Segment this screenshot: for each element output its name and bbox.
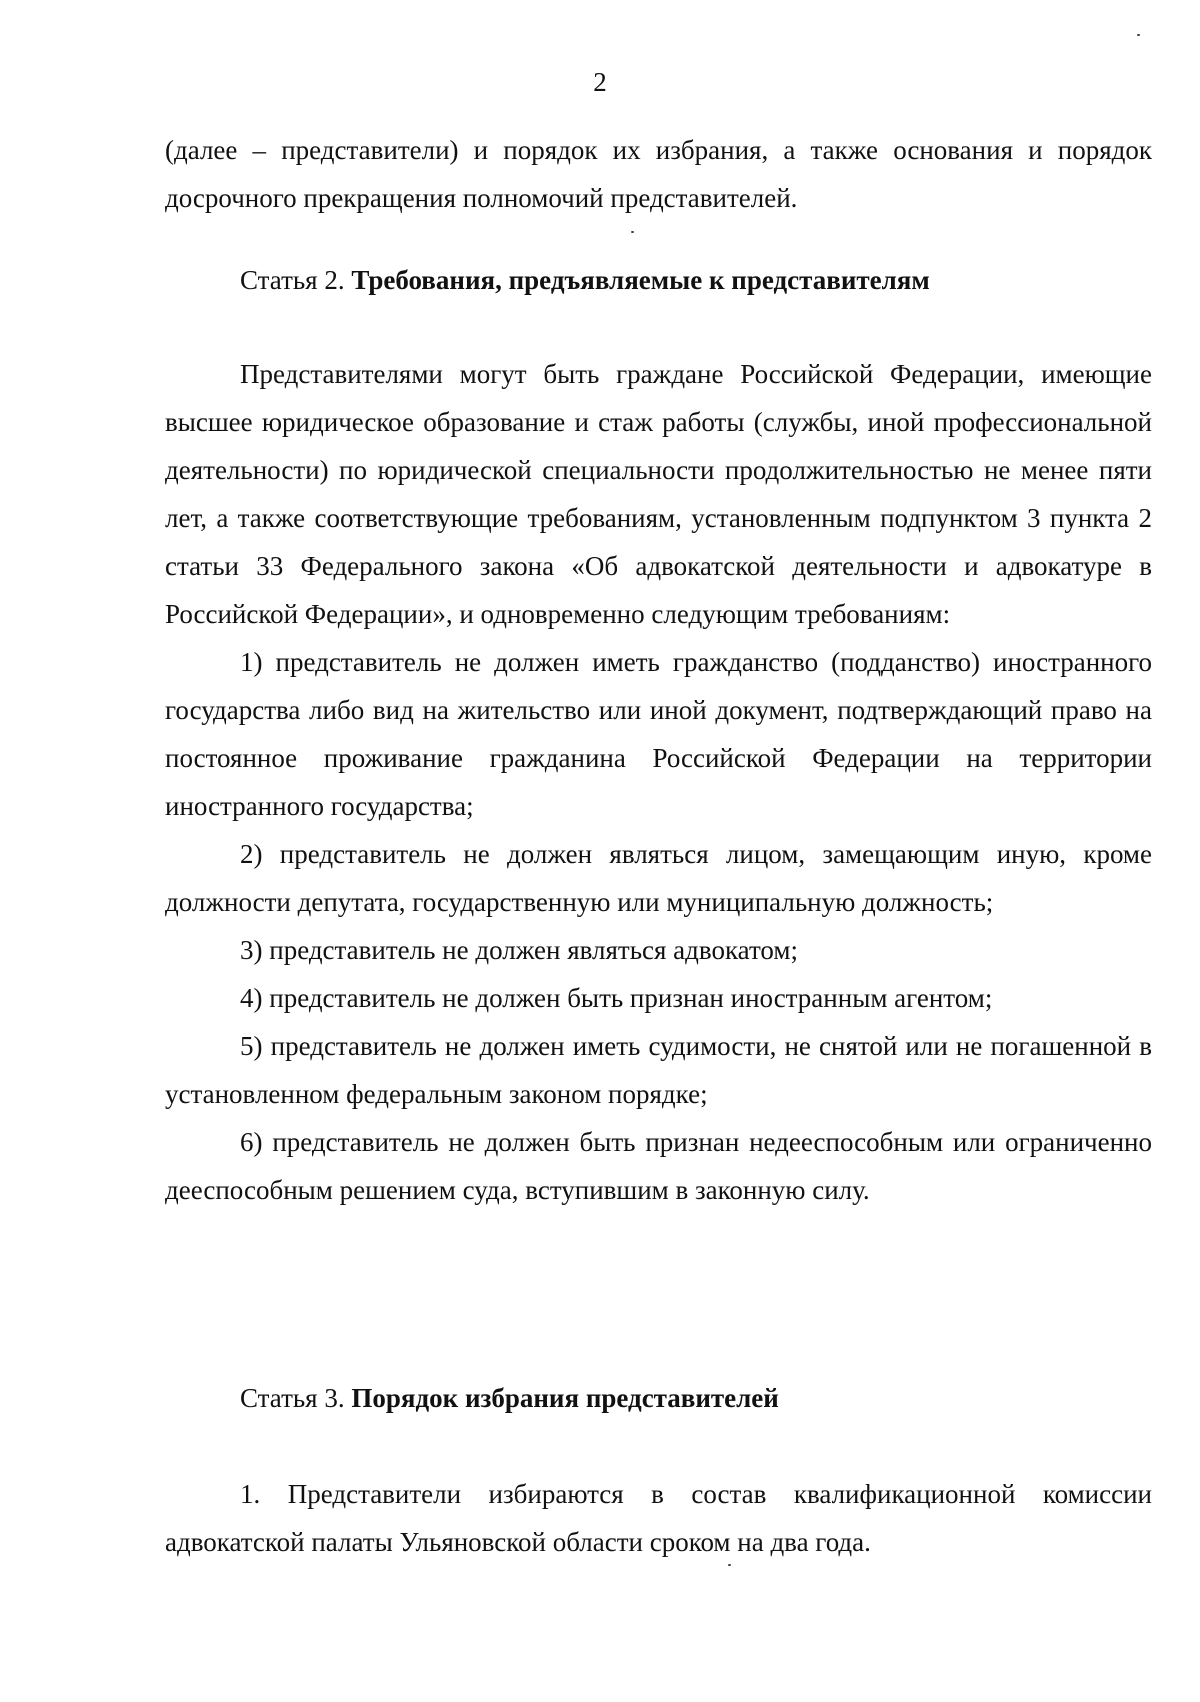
article-2-item-5: 5) представитель не должен иметь судимости, не снятой или не погашенной в установленном федеральным законом порядке; — [165, 1031, 1152, 1109]
article-2-heading — [240, 260, 930, 300]
intro-paragraph: (далее – представители) и порядок их избрания, а также основания и порядок досрочного прекращения полномочий представителей. — [165, 135, 1152, 213]
article-3-body — [165, 1470, 1152, 1566]
article-2-item-3: 3) представитель не должен являться адвокатом; — [240, 935, 798, 965]
article-3-label: Статья 3. — [240, 1383, 345, 1413]
article-2-item-6: 6) представитель не должен быть признан недееспособным или ограниченно дееспособным решением суда, вступившим в законную силу. — [165, 1127, 1152, 1205]
article-2-item-2: 2) представитель не должен являться лицом, замещающим иную, кроме должности депутата, государственную или муниципальную должность; — [165, 839, 1152, 917]
scan-speck — [1137, 34, 1140, 36]
article-2-item-1: 1) представитель не должен иметь гражданство (подданство) иностранного государства либо вид на жительство или иной документ, подтверждающий право на постоянное проживание гражданина Российской Федерации на территории иностранного государства; — [165, 647, 1152, 821]
article-3-paragraph-1: 1. Представители избираются в состав квалификационной комиссии адвокатской палаты Ульяновской области сроком на два года. — [165, 1479, 1152, 1557]
article-3-heading — [240, 1378, 779, 1418]
article-2-item-4: 4) представитель не должен быть признан иностранным агентом; — [240, 983, 993, 1013]
article-2-title: Требования, предъявляемые к представителям — [351, 265, 930, 295]
scan-speck — [631, 231, 634, 233]
intro-paragraph-block — [165, 126, 1152, 222]
article-3-title: Порядок избрания представителей — [351, 1383, 779, 1413]
article-2-body — [165, 350, 1152, 1214]
page-number: 2 — [593, 67, 607, 97]
article-2-label: Статья 2. — [240, 265, 345, 295]
article-2-lead-paragraph: Представителями могут быть граждане Российской Федерации, имеющие высшее юридическое образование и стаж работы (службы, иной профессиональной деятельности) по юридической специальности продолжительностью не менее пяти лет, а также соответствующие требованиям, установленным подпунктом 3 пункта 2 статьи 33 Федерального закона «Об адвокатской деятельности и адвокатуре в Российской Федерации», и одновременно следующим требованиям: — [165, 359, 1152, 629]
scan-speck — [728, 1564, 731, 1566]
